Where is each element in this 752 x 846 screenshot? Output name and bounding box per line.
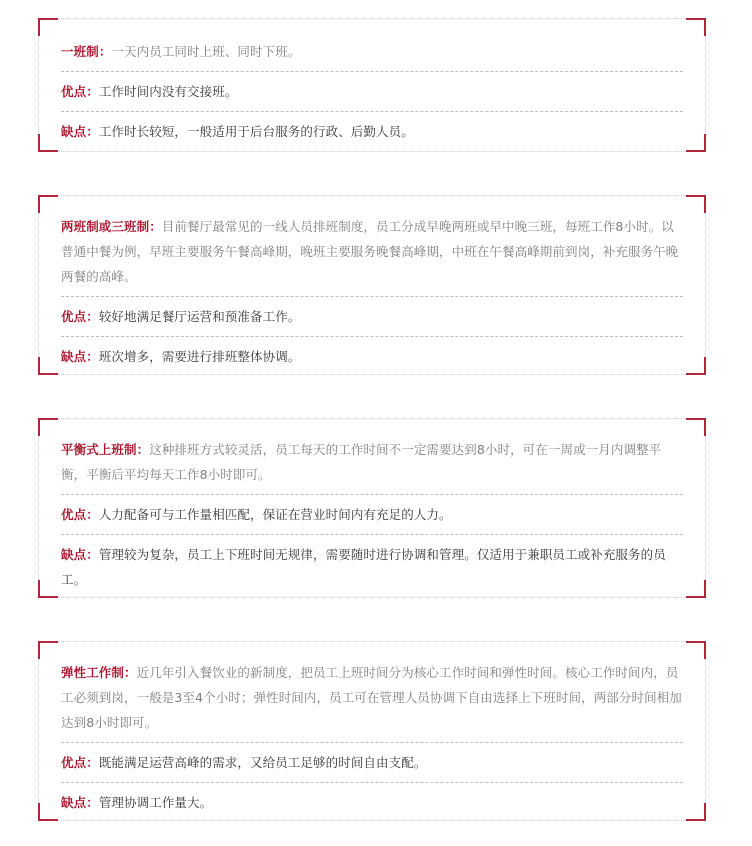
con-label: 缺点: [61, 547, 87, 562]
con-label: 缺点: [61, 349, 87, 364]
intro-colon: ：: [136, 442, 150, 457]
card-con: [61, 336, 683, 376]
pro-text: 既能满足运营高峰的需求，又给员工足够的时间自由支配。: [98, 755, 427, 770]
pro-colon: ：: [86, 755, 99, 770]
corner-bracket: [38, 641, 58, 659]
card-con: [61, 111, 683, 151]
con-text: 班次增多，需要进行排班整体协调。: [98, 349, 301, 364]
card-intro: [61, 196, 683, 296]
intro-text: 目前餐厅最常见的一线人员排班制度，员工分成早晚两班或早中晚三班，每班工作8小时。以普通中餐为例，早班主要服务午餐高峰期，晚班主要服务晚餐高峰期，中班在午餐高峰期前到岗，补充服务午晚两餐的高峰。: [61, 219, 679, 284]
pro-label: 优点: [61, 755, 87, 770]
intro-colon: ：: [124, 665, 137, 680]
card-pro: [61, 742, 683, 782]
con-text: 管理协调工作量大。: [98, 795, 213, 810]
pro-text: 工作时间内没有交接班。: [98, 84, 238, 99]
pro-label: 优点: [61, 309, 87, 324]
corner-bracket: [686, 803, 706, 821]
corner-bracket: [686, 18, 706, 36]
corner-bracket: [38, 418, 58, 436]
corner-bracket: [38, 357, 58, 375]
intro-text: 近几年引入餐饮业的新制度，把员工上班时间分为核心工作时间和弹性时间。核心工作时间内，员工必须到岗，一般是3至4个小时；弹性时间内，员工可在管理人员协调下自由选择上下班时间，两部分时间相加达到8小时即可。: [61, 665, 682, 730]
pro-colon: ：: [86, 507, 99, 522]
corner-bracket: [686, 418, 706, 436]
intro-colon: ：: [149, 219, 162, 234]
card-intro: [61, 419, 683, 494]
shift-card-balanced: [38, 418, 706, 598]
pro-label: 优点: [61, 507, 87, 522]
corner-bracket: [38, 18, 58, 36]
pro-label: 优点: [61, 84, 87, 99]
con-label: 缺点: [61, 124, 87, 139]
corner-bracket: [38, 580, 58, 598]
corner-bracket: [686, 195, 706, 213]
corner-bracket: [686, 641, 706, 659]
con-colon: ：: [86, 795, 99, 810]
shift-card-single: [38, 18, 706, 152]
card-intro: [61, 19, 683, 71]
corner-bracket: [38, 803, 58, 821]
intro-label: 一班制: [61, 44, 99, 59]
shift-card-flexible: [38, 641, 706, 821]
con-colon: ：: [86, 547, 99, 562]
corner-bracket: [686, 134, 706, 152]
intro-text: 这种排班方式较灵活，员工每天的工作时间不一定需要达到8小时，可在一周或一月内调整平衡，平衡后平均每天工作8小时即可。: [61, 442, 662, 482]
card-pro: [61, 494, 683, 534]
pro-text: 人力配备可与工作量相匹配，保证在营业时间内有充足的人力。: [98, 507, 452, 522]
con-label: 缺点: [61, 795, 87, 810]
card-con: [61, 534, 683, 599]
shift-card-two-three: [38, 195, 706, 375]
card-con: [61, 782, 683, 822]
card-pro: [61, 71, 683, 111]
pro-colon: ：: [86, 84, 99, 99]
card-intro: [61, 642, 683, 742]
intro-label: 平衡式上班制: [61, 442, 137, 457]
pro-colon: ：: [86, 309, 99, 324]
corner-bracket: [686, 357, 706, 375]
corner-bracket: [38, 195, 58, 213]
con-colon: ：: [86, 349, 99, 364]
corner-bracket: [686, 580, 706, 598]
con-text: 管理较为复杂，员工上下班时间无规律，需要随时进行协调和管理。仅适用于兼职员工或补充服务的员工。: [61, 547, 666, 587]
pro-text: 较好地满足餐厅运营和预准备工作。: [98, 309, 301, 324]
con-text: 工作时长较短，一般适用于后台服务的行政、后勤人员。: [98, 124, 414, 139]
card-pro: [61, 296, 683, 336]
con-colon: ：: [86, 124, 99, 139]
intro-label: 弹性工作制: [61, 665, 125, 680]
intro-label: 两班制或三班制: [61, 219, 150, 234]
corner-bracket: [38, 134, 58, 152]
intro-text: 一天内员工同时上班、同时下班。: [111, 44, 301, 59]
intro-colon: ：: [98, 44, 112, 59]
